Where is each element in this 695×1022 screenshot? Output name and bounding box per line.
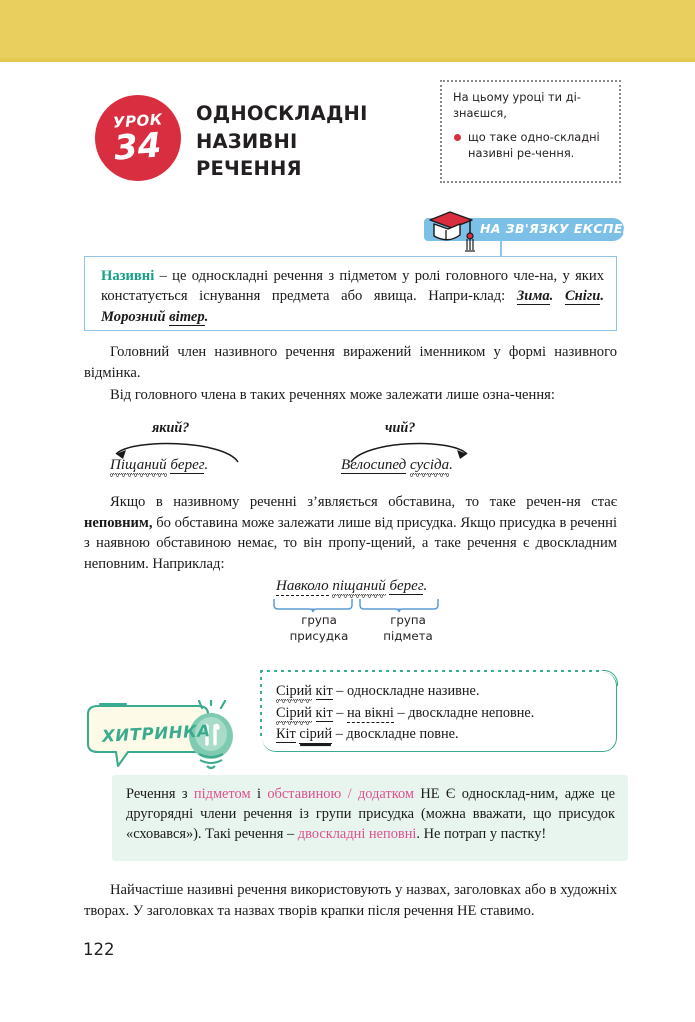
definition-box-connector (500, 241, 502, 257)
example-2-subject: кіт (315, 704, 333, 721)
tip-part-3: НЕ Є односклад-ним, адже це другорядні члени речення із групи присудка (можна вважати, що присудок «сховався»). Такі речення – (126, 786, 616, 843)
group-word-subject: берег (389, 578, 424, 594)
group-label-predicate-line-2: присудка (289, 628, 349, 643)
group-label-predicate (279, 613, 359, 644)
definition-sep-1: . (549, 288, 565, 305)
definition-sep-2: . (600, 288, 604, 305)
lesson-number-badge (95, 95, 181, 181)
definition-box (84, 256, 617, 331)
expert-ribbon-label: НА ЗВ'ЯЗКУ ЕКСПЕРТ (480, 221, 642, 236)
scheme-sentence-neighbour-bicycle (341, 457, 453, 474)
page-title-line-3: РЕЧЕННЯ (196, 157, 302, 181)
definition-example-3-plain: Морозний (101, 308, 170, 325)
definition-sep-3: . (204, 308, 209, 325)
page-title (196, 100, 426, 183)
definition-term: Називні (101, 268, 155, 284)
example-3-rest: – двоскладне повне. (332, 726, 459, 743)
scheme-sentence-sandy-shore (110, 457, 208, 474)
example-3-predicate: сірий (299, 726, 333, 743)
group-label-predicate-line-1: група (301, 613, 337, 627)
scheme-word-modifier-1: Піщаний (110, 457, 167, 477)
example-1-subject: кіт (315, 683, 333, 699)
example-row-3 (276, 724, 616, 746)
example-2-mid: – (332, 704, 348, 721)
example-1-rest: – односкладне називне. (332, 683, 480, 699)
expert-ribbon (424, 218, 642, 241)
scheme-dot-1: . (204, 457, 209, 473)
example-2-modifier: Сірий (276, 705, 312, 725)
paragraph-dependent-modifier: Від головного члена в таких реченнях може залежати лише озна-чення: (110, 387, 555, 403)
objectives-item-label: що таке одно-складні називні ре-чення. (468, 130, 600, 161)
tip-part-1: Речення з (126, 786, 194, 802)
scheme-dot-2: . (449, 457, 453, 473)
definition-example-1: Зима (516, 288, 550, 305)
paragraph-main-member: Головний член називного речення виражений іменником у формі називного відмінка. (84, 344, 617, 381)
group-scheme-sentence (276, 578, 427, 595)
lesson-badge-word: УРОК (112, 110, 164, 132)
example-1-modifier: Сірий (276, 683, 312, 703)
bullet-dot-icon (454, 134, 461, 141)
definition-example-3-underlined: вітер (169, 308, 205, 325)
examples-box (262, 672, 617, 752)
example-row-2 (276, 703, 616, 725)
objectives-intro: На цьому уроці ти ді-знаєшся, (453, 90, 581, 120)
example-row-1 (276, 681, 616, 703)
tip-part-4: . Не потрап у пастку! (416, 826, 547, 843)
paragraph-usage: Найчастіше називні речення використовують у назвах, заголовках або в художніх творах. У заголовках та назвах творів крапки після речення НЕ ставимо. (84, 882, 617, 919)
page-title-line-2: НАЗИВНІ (196, 129, 298, 153)
tip-box (112, 775, 628, 861)
paragraph-incomplete-keyword: неповним, (84, 514, 153, 531)
lesson-objectives-box (440, 80, 621, 183)
group-label-subject-line-1: група (390, 613, 426, 627)
definition-example-2: Сніги (564, 288, 601, 305)
example-2-rest: – двоскладне неповне. (393, 704, 535, 721)
definition-text (101, 266, 604, 327)
page-top-band (0, 0, 695, 62)
examples-list (262, 672, 616, 746)
scheme-word-subject-2: Велосипед (341, 457, 407, 473)
objectives-item (453, 130, 610, 161)
tip-highlight-subject: підметом (193, 786, 251, 802)
page-title-line-1: ОДНОСКЛАДНІ (196, 102, 368, 125)
page-top-band-shade (0, 58, 695, 62)
tip-highlight-two-member: двоскладні неповні (297, 826, 417, 843)
scheme-word-subject-1: берег (170, 457, 205, 473)
example-2-adverbial: на вікні (347, 704, 394, 721)
hint-badge-label: ХИТРИНКА (101, 721, 211, 746)
scheme-question-yakyi: який? (152, 420, 190, 436)
hint-badge (80, 700, 248, 781)
scheme-word-modifier-2: сусіда (410, 457, 449, 477)
tip-part-2: і (250, 786, 268, 802)
graduation-cap-icon (426, 208, 478, 258)
group-label-subject (368, 613, 448, 644)
tip-highlight-adverbial-object: обставиною / додатком (267, 786, 414, 802)
example-3-subject: Кіт (276, 726, 296, 743)
definition-body: – це односкладні речення з підметом у ролі головного чле-на, у яких констатується існування предмета або явища. Напри-клад: (101, 268, 604, 305)
group-word-adverbial: Навколо (276, 578, 329, 594)
lesson-badge-number: 34 (112, 125, 163, 169)
group-word-modifier: піщаний (332, 578, 385, 598)
page-number: 122 (83, 940, 115, 959)
scheme-question-chyi: чий? (385, 420, 416, 436)
tip-text (126, 784, 615, 844)
paragraph-incomplete-rule: Якщо в називному реченні з’являється обставина, то таке речен-ня стає неповним, бо обставина може залежати лише від присудка. Якщо присудка в реченні з наявною обставиною немає, то він пропу-щений, а таке речення є двоскладним неповним. Наприклад: (84, 494, 617, 572)
group-label-subject-line-2: підмета (383, 628, 433, 643)
group-scheme-dot: . (423, 578, 428, 594)
